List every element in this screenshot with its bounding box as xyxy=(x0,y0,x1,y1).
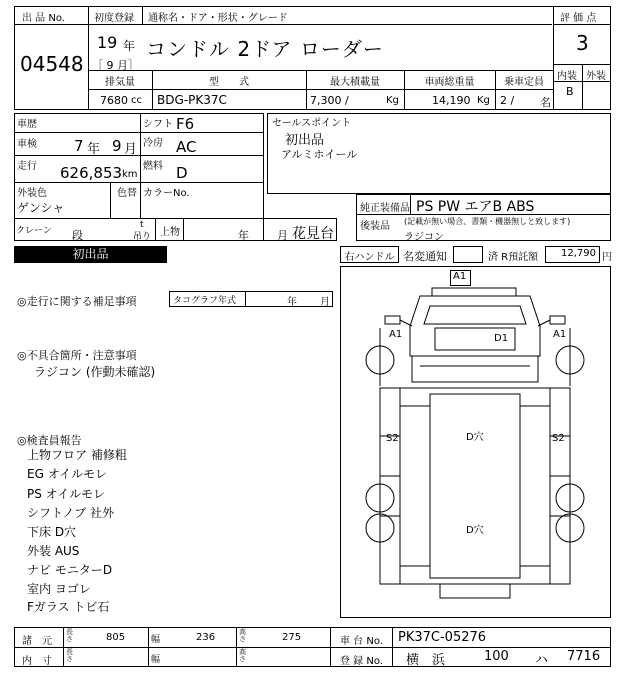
ext-color-value: ゲンシャ xyxy=(17,201,65,215)
mark-d1: D1 xyxy=(494,333,509,344)
score-label: 評 価 点 xyxy=(560,13,597,24)
body-year-unit: 年 xyxy=(238,229,249,242)
inspector-item-9: Fガラス トビ石 xyxy=(27,600,110,614)
inner-dims-label: 内 寸 xyxy=(22,656,52,667)
displacement-value: 7680 xyxy=(100,94,128,107)
mark-s2-left: S2 xyxy=(386,433,399,444)
interior-label: 内装 xyxy=(557,71,577,82)
chassis-value: PK37C-05276 xyxy=(398,630,487,645)
inspection-month-unit: 月 xyxy=(124,142,138,157)
tacho-label: タコグラフ年式 xyxy=(173,296,237,306)
model-value: BDG-PK37C xyxy=(157,93,227,107)
inspector-item-1: 上物フロア 補修粗 xyxy=(27,448,127,462)
grade-label: 通称名・ドア・形状・グレード xyxy=(148,13,288,24)
recycle-unit: 円 xyxy=(602,252,612,263)
first-listing-banner: 初出品 xyxy=(14,246,167,263)
width-value: 236 xyxy=(196,632,216,643)
ext-color-label: 外装色 xyxy=(17,188,47,199)
inspector-item-7: ナビ モニターD xyxy=(27,563,113,577)
aftermarket-label: 後装品 xyxy=(360,221,390,232)
mark-a1-left: A1 xyxy=(389,329,403,340)
sales-point-label: セールスポイント xyxy=(272,118,352,129)
max-load-value: 7,300 / xyxy=(310,94,349,107)
inspection-year-unit: 年 xyxy=(87,142,101,157)
reg-class: 100 xyxy=(484,649,509,664)
length-value: 805 xyxy=(106,632,126,643)
sales-point-1: 初出品 xyxy=(285,133,325,148)
color-no-label: カラーNo. xyxy=(143,188,190,199)
mark-d-hole-1: D穴 xyxy=(466,432,484,443)
defect-item: ラジコン (作動未確認) xyxy=(34,365,156,379)
inner-length-label: 長さ xyxy=(66,648,73,663)
dims-label: 諸 元 xyxy=(22,636,52,647)
reg-year: 19 xyxy=(97,33,118,52)
displacement-unit: cc xyxy=(131,95,142,106)
aftermarket-note: (記載が無い場合、書類・機器無しと致します) xyxy=(404,217,571,226)
max-load-label: 最大積載量 xyxy=(330,77,380,88)
equipment-label: 純正装備品 xyxy=(360,203,410,214)
recycle-amount: 12,790 xyxy=(561,248,596,259)
shift-label: シフト xyxy=(143,119,173,130)
inspection-label: 車検 xyxy=(17,139,37,150)
tacho-year-unit: 年 xyxy=(287,297,297,308)
chassis-label: 車 台 No. xyxy=(340,636,383,647)
inspector-item-3: PS オイルモレ xyxy=(27,487,106,501)
sales-point-2: アルミホイール xyxy=(281,148,358,161)
inspector-item-5: 下床 D穴 xyxy=(27,525,77,539)
height-label: 高さ xyxy=(239,628,246,643)
mark-d-hole-2: D穴 xyxy=(466,525,484,536)
driving-notes-label: ◎走行に関する補足事項 xyxy=(17,295,137,308)
inspector-label: ◎検査員報告 xyxy=(17,434,82,447)
suspension-label: 吊り xyxy=(133,232,152,242)
mileage-label: 走行 xyxy=(17,161,37,172)
fuel-value: D xyxy=(176,164,188,182)
aftermarket-value: ラジコン xyxy=(404,232,444,243)
inner-width-label: 幅 xyxy=(151,655,161,665)
displacement-label: 排気量 xyxy=(105,77,135,88)
height-value: 275 xyxy=(282,632,302,643)
rhd-label: 右ハンドル xyxy=(344,252,395,263)
interior-grade: B xyxy=(566,85,574,98)
capacity-value: 2 / xyxy=(500,94,515,107)
ac-value: AC xyxy=(176,138,197,156)
gvw-value: 14,190 xyxy=(432,94,471,107)
body-month-unit: 月 xyxy=(277,229,288,242)
name-change-label: 名変通知 xyxy=(403,250,447,263)
mileage-value: 626,853 xyxy=(60,164,123,182)
mark-s2-right: S2 xyxy=(552,433,565,444)
gvw-unit: Kg xyxy=(477,95,490,106)
tacho-month-unit: 月 xyxy=(320,297,330,308)
max-load-unit: Kg xyxy=(386,95,399,106)
inspector-item-2: EG オイルモレ xyxy=(27,467,108,481)
mileage-unit: km xyxy=(122,169,138,180)
inspector-item-8: 室内 ヨゴレ xyxy=(27,582,91,596)
capacity-unit: 名 xyxy=(540,96,551,109)
reg-month: ［ 9 月］ xyxy=(92,59,139,72)
first-reg-label: 初度登録 xyxy=(94,13,134,24)
defects-label: ◎不具合箇所・注意事項 xyxy=(17,349,137,362)
crane-label: クレーン xyxy=(16,226,52,236)
lot-label: 出 品 No. xyxy=(22,13,65,24)
inspector-item-6: 外装 AUS xyxy=(27,544,80,558)
body-maker: 花見台 xyxy=(292,226,334,242)
stage-label: 段 xyxy=(72,229,83,242)
exterior-label: 外装 xyxy=(586,71,606,82)
width-label: 幅 xyxy=(151,635,161,645)
gvw-label: 車両総重量 xyxy=(424,77,475,88)
mark-a1-front: A1 xyxy=(453,271,467,282)
inner-height-label: 高さ xyxy=(239,648,246,663)
inspection-year: 7 xyxy=(74,137,84,155)
lot-number: 04548 xyxy=(20,52,84,76)
mark-a1-right: A1 xyxy=(553,329,567,340)
length-label: 長さ xyxy=(66,628,73,643)
vehicle-name: コンドル 2ドア ローダー xyxy=(146,37,384,61)
body-label: 上物 xyxy=(160,227,180,238)
history-label: 車歴 xyxy=(17,119,37,130)
inspector-item-4: シフトノブ 社外 xyxy=(27,506,115,520)
inspection-month: 9 xyxy=(112,137,122,155)
shift-value: F6 xyxy=(176,115,195,133)
reg-place: 横 浜 xyxy=(406,653,446,668)
capacity-label: 乗車定員 xyxy=(504,77,544,88)
reg-number: 7716 xyxy=(567,649,601,664)
color-change-label: 色替 xyxy=(117,188,137,199)
suspension-t: t xyxy=(140,220,144,230)
fuel-label: 燃料 xyxy=(143,161,163,172)
reg-year-unit: 年 xyxy=(123,39,136,53)
model-label: 型 式 xyxy=(209,77,249,88)
recycle-label: 済 R預託額 xyxy=(488,252,539,263)
reg-label: 登 録 No. xyxy=(340,656,383,667)
equipment-value: PS PW エアB ABS xyxy=(416,199,535,215)
score-value: 3 xyxy=(576,31,589,55)
reg-kana: ハ xyxy=(535,653,549,668)
ac-label: 冷房 xyxy=(143,138,163,149)
